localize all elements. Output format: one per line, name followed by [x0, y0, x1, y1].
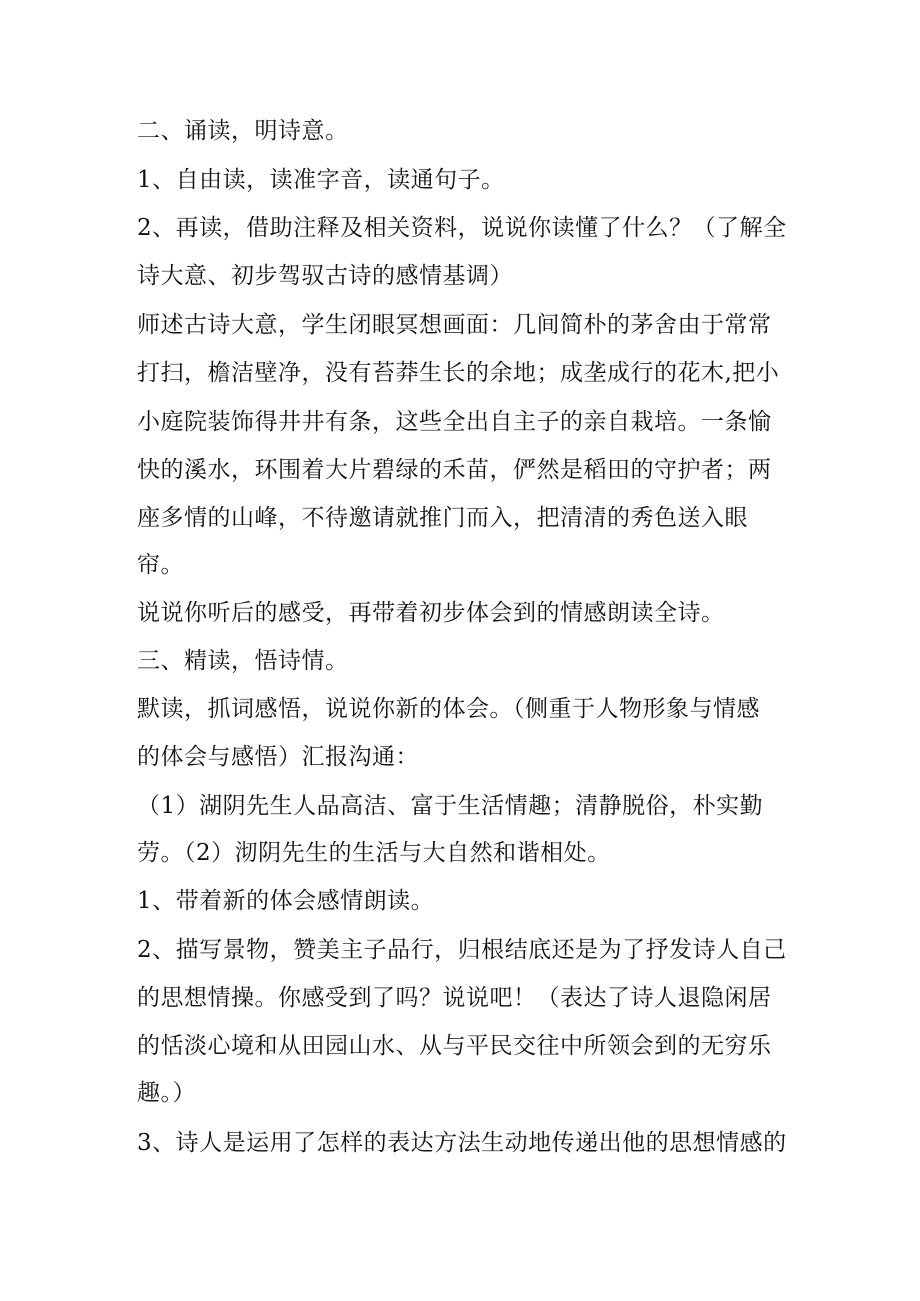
text-line: 说说你听后的感受，再带着初步体会到的情感朗读全诗。	[137, 600, 725, 626]
text-line: 座多情的山峰，不待邀请就推门而入，把清清的秀色送入眼	[137, 505, 748, 531]
text-line: 1、自由读，读准字音，读通句子。	[137, 167, 505, 193]
text-line: 趣。）	[137, 1080, 196, 1106]
text-line: （1）湖阴先生人品高洁、富于生活情趣；清静脱俗，朴实勤	[137, 793, 764, 819]
text-line: 1、带着新的体会感情朗读。	[137, 888, 435, 914]
text-line: 劳。（2）沏阴先生的生活与大自然和谐相处。	[137, 840, 611, 866]
text-line: 二、诵读，明诗意。	[137, 118, 349, 144]
text-line: 的恬淡心境和从田园山水、从与平民交往中所领会到的无穷乐	[137, 1033, 772, 1059]
text-line: 师述古诗大意，学生闭眼冥想画面：几间简朴的茅舍由于常常	[137, 312, 772, 338]
text-line: 的思想情操。你感受到了吗？说说吧！（表达了诗人退隐闲居	[137, 985, 772, 1011]
text-line: 2、再读，借助注释及相关资料，说说你读懂了什么？（了解全	[137, 215, 787, 241]
text-line: 诗大意、初步驾驭古诗的感情基调）	[137, 263, 513, 289]
text-line: 小庭院装饰得井井有条，这些全出自主子的亲自栽培。一条愉	[137, 409, 772, 435]
text-line: 2、描写景物，赞美主子品行，归根结底还是为了抒发诗人自己	[137, 937, 787, 963]
text-line: 的体会与感悟）汇报沟通：	[137, 744, 419, 770]
text-line: 默读，抓词感悟，说说你新的体会。（侧重于人物形象与情感	[137, 696, 760, 722]
text-line: 3、诗人是运用了怎样的表达方法生动地传递出他的思想情感的	[137, 1130, 787, 1156]
text-line: 打扫，檐洁壁净，没有苔莽生长的余地；成垄成行的花木,把小	[137, 360, 780, 386]
text-line: 快的溪水，环围着大片碧绿的禾苗，俨然是稻田的守护者；两	[137, 457, 772, 483]
text-line: 帘。	[137, 552, 184, 578]
section-heading: 三、精读，悟诗情。	[137, 648, 349, 674]
